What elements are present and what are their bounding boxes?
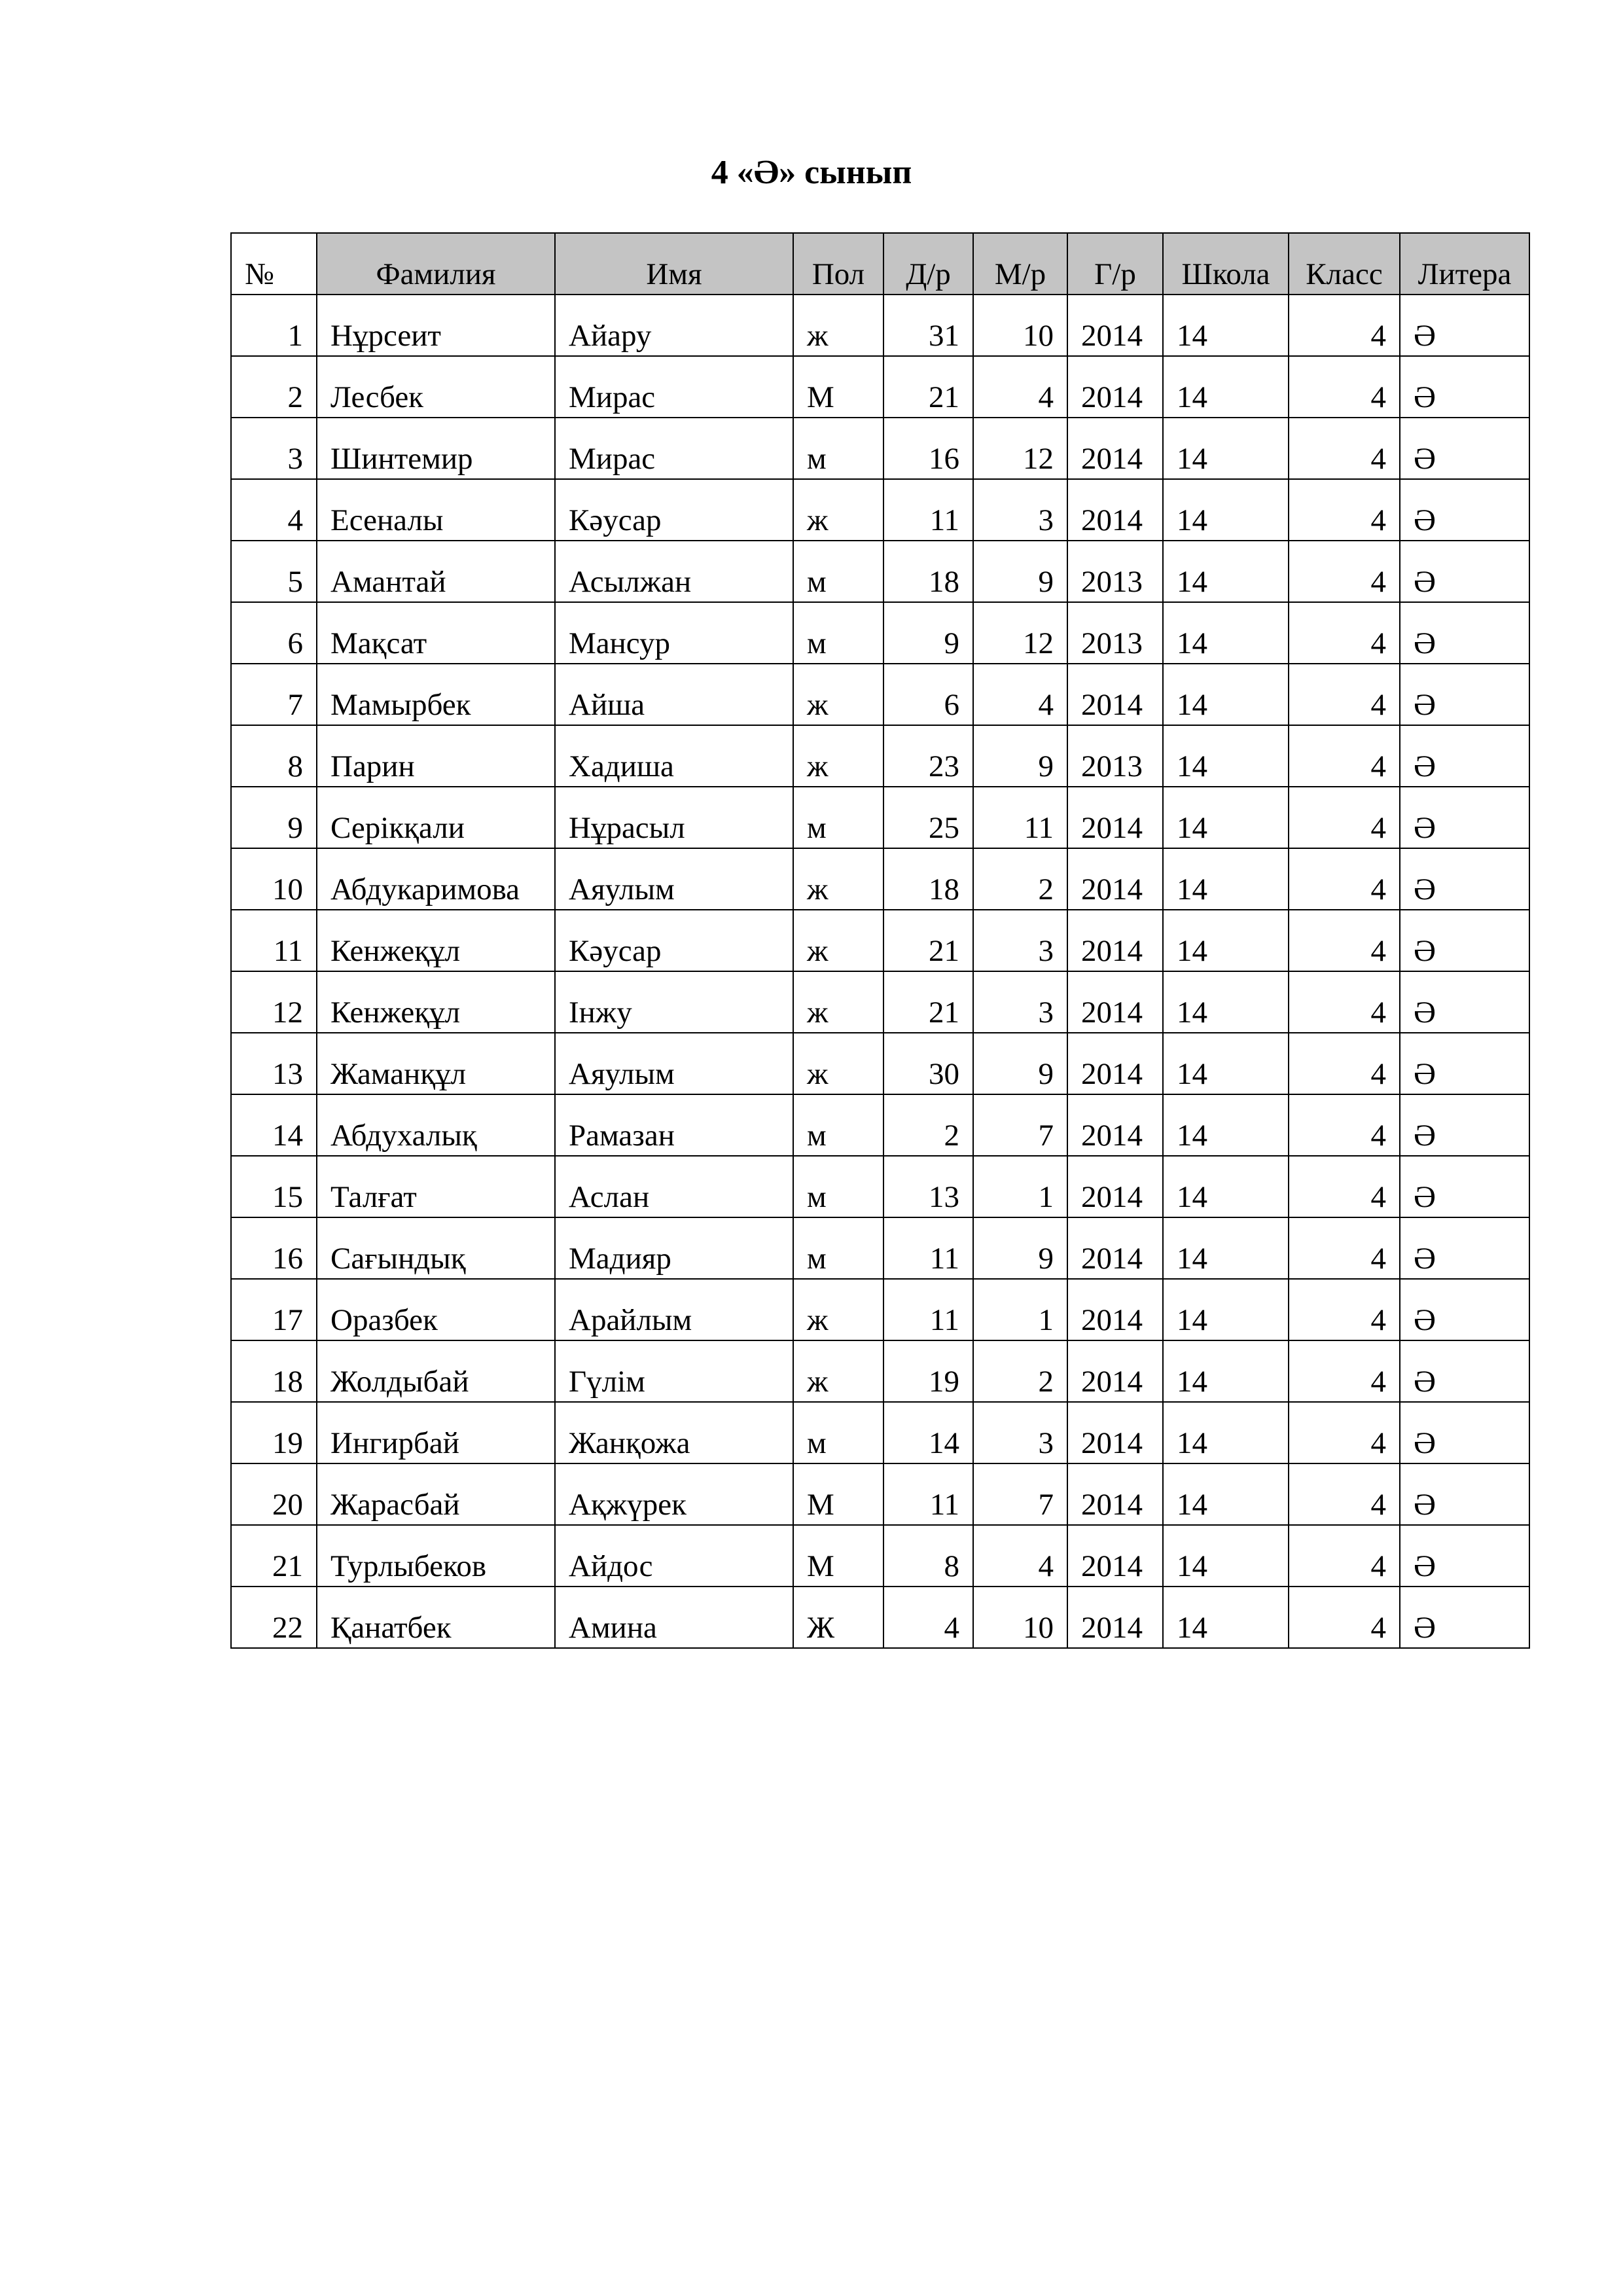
page-title: 4 «Ә» сынып [711, 154, 912, 191]
cell-number: 1 [231, 295, 317, 356]
cell-school: 14 [1163, 602, 1289, 664]
cell-gender: м [793, 1156, 883, 1217]
cell-school: 14 [1163, 1525, 1289, 1587]
cell-school: 14 [1163, 848, 1289, 910]
cell-surname: Кенжеқұл [317, 971, 555, 1033]
cell-class: 4 [1289, 479, 1400, 541]
table-row [231, 787, 1529, 848]
cell-surname: Сағындық [317, 1217, 555, 1279]
cell-class: 4 [1289, 602, 1400, 664]
cell-number: 17 [231, 1279, 317, 1340]
cell-number: 3 [231, 418, 317, 479]
cell-birth-month: 1 [973, 1279, 1067, 1340]
cell-birth-day: 4 [883, 1587, 973, 1648]
cell-surname: Турлыбеков [317, 1525, 555, 1587]
cell-birth-day: 14 [883, 1402, 973, 1463]
cell-school: 14 [1163, 1217, 1289, 1279]
cell-name: Мирас [555, 418, 793, 479]
cell-school: 14 [1163, 1340, 1289, 1402]
table-row [231, 1217, 1529, 1279]
cell-school: 14 [1163, 479, 1289, 541]
cell-birth-month: 3 [973, 479, 1067, 541]
cell-birth-year: 2014 [1067, 356, 1163, 418]
header-birth-year: Г/р [1067, 233, 1163, 295]
cell-birth-month: 9 [973, 541, 1067, 602]
cell-name: Аяулым [555, 848, 793, 910]
cell-birth-day: 11 [883, 1217, 973, 1279]
cell-birth-month: 3 [973, 971, 1067, 1033]
cell-birth-month: 11 [973, 787, 1067, 848]
cell-class: 4 [1289, 1279, 1400, 1340]
cell-number: 13 [231, 1033, 317, 1094]
cell-school: 14 [1163, 541, 1289, 602]
cell-school: 14 [1163, 1402, 1289, 1463]
cell-school: 14 [1163, 1156, 1289, 1217]
cell-birth-year: 2014 [1067, 664, 1163, 725]
cell-letter: Ә [1400, 664, 1529, 725]
cell-surname: Кенжеқұл [317, 910, 555, 971]
cell-birth-day: 6 [883, 664, 973, 725]
cell-letter: Ә [1400, 1463, 1529, 1525]
cell-name: Мирас [555, 356, 793, 418]
cell-school: 14 [1163, 787, 1289, 848]
cell-birth-year: 2014 [1067, 971, 1163, 1033]
cell-number: 16 [231, 1217, 317, 1279]
cell-school: 14 [1163, 418, 1289, 479]
cell-birth-year: 2014 [1067, 787, 1163, 848]
cell-birth-month: 3 [973, 910, 1067, 971]
cell-birth-month: 4 [973, 1525, 1067, 1587]
header-surname: Фамилия [317, 233, 555, 295]
table-body [231, 295, 1529, 1648]
table-row [231, 295, 1529, 356]
cell-number: 2 [231, 356, 317, 418]
cell-number: 18 [231, 1340, 317, 1402]
cell-number: 4 [231, 479, 317, 541]
cell-name: Аслан [555, 1156, 793, 1217]
cell-name: Нұрасыл [555, 787, 793, 848]
cell-gender: ж [793, 1279, 883, 1340]
cell-birth-day: 11 [883, 479, 973, 541]
cell-letter: Ә [1400, 848, 1529, 910]
cell-birth-month: 1 [973, 1156, 1067, 1217]
header-name: Имя [555, 233, 793, 295]
cell-birth-month: 10 [973, 1587, 1067, 1648]
cell-school: 14 [1163, 356, 1289, 418]
cell-name: Кәусар [555, 910, 793, 971]
cell-class: 4 [1289, 356, 1400, 418]
cell-birth-year: 2014 [1067, 1033, 1163, 1094]
cell-surname: Абдукаримова [317, 848, 555, 910]
cell-birth-day: 31 [883, 295, 973, 356]
cell-birth-day: 18 [883, 541, 973, 602]
cell-number: 22 [231, 1587, 317, 1648]
cell-birth-month: 12 [973, 418, 1067, 479]
cell-surname: Шинтемир [317, 418, 555, 479]
cell-class: 4 [1289, 664, 1400, 725]
cell-birth-month: 9 [973, 1217, 1067, 1279]
cell-surname: Серікқали [317, 787, 555, 848]
cell-number: 19 [231, 1402, 317, 1463]
cell-school: 14 [1163, 1587, 1289, 1648]
cell-birth-month: 2 [973, 1340, 1067, 1402]
cell-letter: Ә [1400, 602, 1529, 664]
cell-birth-month: 12 [973, 602, 1067, 664]
cell-school: 14 [1163, 664, 1289, 725]
cell-gender: ж [793, 664, 883, 725]
cell-gender: ж [793, 848, 883, 910]
cell-birth-year: 2014 [1067, 1587, 1163, 1648]
cell-birth-day: 11 [883, 1279, 973, 1340]
cell-birth-year: 2014 [1067, 295, 1163, 356]
cell-surname: Жолдыбай [317, 1340, 555, 1402]
cell-number: 14 [231, 1094, 317, 1156]
cell-class: 4 [1289, 1156, 1400, 1217]
cell-letter: Ә [1400, 1525, 1529, 1587]
cell-name: Аяулым [555, 1033, 793, 1094]
cell-gender: ж [793, 1033, 883, 1094]
cell-surname: Парин [317, 725, 555, 787]
cell-letter: Ә [1400, 479, 1529, 541]
cell-surname: Оразбек [317, 1279, 555, 1340]
table-row [231, 664, 1529, 725]
table-row [231, 1402, 1529, 1463]
header-class: Класс [1289, 233, 1400, 295]
cell-gender: м [793, 1402, 883, 1463]
table-row [231, 602, 1529, 664]
cell-letter: Ә [1400, 1217, 1529, 1279]
header-birth-day: Д/р [883, 233, 973, 295]
cell-birth-year: 2013 [1067, 541, 1163, 602]
cell-gender: Ж [793, 1587, 883, 1648]
cell-school: 14 [1163, 295, 1289, 356]
cell-number: 9 [231, 787, 317, 848]
cell-birth-year: 2014 [1067, 848, 1163, 910]
cell-birth-year: 2013 [1067, 602, 1163, 664]
table-header-row [231, 233, 1529, 295]
cell-gender: ж [793, 1340, 883, 1402]
table-row [231, 1156, 1529, 1217]
cell-number: 10 [231, 848, 317, 910]
table-row [231, 1340, 1529, 1402]
cell-class: 4 [1289, 1525, 1400, 1587]
cell-gender: ж [793, 479, 883, 541]
cell-birth-day: 16 [883, 418, 973, 479]
cell-birth-year: 2013 [1067, 725, 1163, 787]
cell-birth-year: 2014 [1067, 1340, 1163, 1402]
cell-school: 14 [1163, 1463, 1289, 1525]
cell-class: 4 [1289, 1402, 1400, 1463]
cell-birth-day: 9 [883, 602, 973, 664]
cell-surname: Қанатбек [317, 1587, 555, 1648]
table-row [231, 1525, 1529, 1587]
cell-letter: Ә [1400, 1094, 1529, 1156]
cell-birth-month: 2 [973, 848, 1067, 910]
cell-name: Мадияр [555, 1217, 793, 1279]
cell-birth-day: 2 [883, 1094, 973, 1156]
cell-birth-day: 18 [883, 848, 973, 910]
cell-school: 14 [1163, 1033, 1289, 1094]
cell-class: 4 [1289, 418, 1400, 479]
cell-birth-day: 21 [883, 910, 973, 971]
cell-gender: м [793, 418, 883, 479]
table-row [231, 1279, 1529, 1340]
cell-birth-day: 21 [883, 971, 973, 1033]
cell-class: 4 [1289, 1217, 1400, 1279]
cell-class: 4 [1289, 910, 1400, 971]
cell-name: Ақжүрек [555, 1463, 793, 1525]
cell-birth-month: 4 [973, 356, 1067, 418]
cell-letter: Ә [1400, 418, 1529, 479]
cell-surname: Ингирбай [317, 1402, 555, 1463]
cell-letter: Ә [1400, 910, 1529, 971]
cell-gender: ж [793, 971, 883, 1033]
cell-letter: Ә [1400, 541, 1529, 602]
cell-letter: Ә [1400, 1156, 1529, 1217]
cell-number: 12 [231, 971, 317, 1033]
cell-name: Рамазан [555, 1094, 793, 1156]
cell-class: 4 [1289, 725, 1400, 787]
header-birth-month: М/р [973, 233, 1067, 295]
cell-class: 4 [1289, 848, 1400, 910]
cell-number: 21 [231, 1525, 317, 1587]
cell-number: 7 [231, 664, 317, 725]
cell-name: Інжу [555, 971, 793, 1033]
cell-birth-year: 2014 [1067, 1463, 1163, 1525]
header-number: № [231, 233, 317, 295]
cell-birth-day: 8 [883, 1525, 973, 1587]
cell-surname: Мамырбек [317, 664, 555, 725]
cell-gender: м [793, 1094, 883, 1156]
cell-birth-month: 7 [973, 1094, 1067, 1156]
cell-school: 14 [1163, 910, 1289, 971]
cell-class: 4 [1289, 541, 1400, 602]
cell-gender: ж [793, 725, 883, 787]
cell-class: 4 [1289, 1463, 1400, 1525]
cell-birth-day: 25 [883, 787, 973, 848]
cell-number: 20 [231, 1463, 317, 1525]
cell-gender: м [793, 787, 883, 848]
cell-letter: Ә [1400, 971, 1529, 1033]
cell-birth-month: 4 [973, 664, 1067, 725]
table-row [231, 479, 1529, 541]
cell-name: Айару [555, 295, 793, 356]
cell-surname: Жарасбай [317, 1463, 555, 1525]
cell-birth-year: 2014 [1067, 1402, 1163, 1463]
header-school: Школа [1163, 233, 1289, 295]
cell-name: Арайлым [555, 1279, 793, 1340]
cell-number: 5 [231, 541, 317, 602]
cell-letter: Ә [1400, 1340, 1529, 1402]
cell-letter: Ә [1400, 295, 1529, 356]
cell-birth-year: 2014 [1067, 910, 1163, 971]
cell-gender: м [793, 602, 883, 664]
table-row [231, 1463, 1529, 1525]
cell-letter: Ә [1400, 356, 1529, 418]
cell-surname: Есеналы [317, 479, 555, 541]
header-letter: Литера [1400, 233, 1529, 295]
cell-birth-year: 2014 [1067, 479, 1163, 541]
cell-birth-month: 7 [973, 1463, 1067, 1525]
cell-surname: Жаманқұл [317, 1033, 555, 1094]
cell-birth-year: 2014 [1067, 1156, 1163, 1217]
cell-gender: ж [793, 295, 883, 356]
cell-gender: м [793, 541, 883, 602]
cell-gender: ж [793, 910, 883, 971]
cell-letter: Ә [1400, 1587, 1529, 1648]
cell-surname: Мақсат [317, 602, 555, 664]
cell-class: 4 [1289, 1587, 1400, 1648]
table-row [231, 356, 1529, 418]
cell-birth-month: 9 [973, 1033, 1067, 1094]
table-row [231, 848, 1529, 910]
cell-surname: Лесбек [317, 356, 555, 418]
cell-class: 4 [1289, 971, 1400, 1033]
cell-gender: М [793, 356, 883, 418]
cell-number: 11 [231, 910, 317, 971]
cell-name: Жанқожа [555, 1402, 793, 1463]
cell-birth-day: 19 [883, 1340, 973, 1402]
cell-class: 4 [1289, 1340, 1400, 1402]
cell-letter: Ә [1400, 1279, 1529, 1340]
table-row [231, 418, 1529, 479]
header-gender: Пол [793, 233, 883, 295]
table-row [231, 1094, 1529, 1156]
cell-birth-day: 21 [883, 356, 973, 418]
cell-number: 8 [231, 725, 317, 787]
cell-birth-year: 2014 [1067, 1094, 1163, 1156]
cell-name: Хадиша [555, 725, 793, 787]
cell-name: Айдос [555, 1525, 793, 1587]
cell-gender: М [793, 1463, 883, 1525]
cell-birth-year: 2014 [1067, 1217, 1163, 1279]
table-row [231, 1033, 1529, 1094]
table-row [231, 971, 1529, 1033]
cell-gender: м [793, 1217, 883, 1279]
table-row [231, 910, 1529, 971]
cell-name: Мансур [555, 602, 793, 664]
cell-birth-day: 23 [883, 725, 973, 787]
cell-surname: Нұрсеит [317, 295, 555, 356]
cell-birth-year: 2014 [1067, 418, 1163, 479]
cell-number: 15 [231, 1156, 317, 1217]
cell-birth-year: 2014 [1067, 1525, 1163, 1587]
cell-class: 4 [1289, 1094, 1400, 1156]
cell-name: Айша [555, 664, 793, 725]
cell-class: 4 [1289, 295, 1400, 356]
cell-name: Амина [555, 1587, 793, 1648]
cell-letter: Ә [1400, 1033, 1529, 1094]
cell-letter: Ә [1400, 787, 1529, 848]
table-row [231, 1587, 1529, 1648]
cell-birth-day: 30 [883, 1033, 973, 1094]
table-row [231, 725, 1529, 787]
cell-surname: Талғат [317, 1156, 555, 1217]
table-row [231, 541, 1529, 602]
cell-birth-day: 11 [883, 1463, 973, 1525]
cell-class: 4 [1289, 1033, 1400, 1094]
cell-class: 4 [1289, 787, 1400, 848]
cell-letter: Ә [1400, 1402, 1529, 1463]
cell-surname: Абдухалық [317, 1094, 555, 1156]
cell-name: Гүлім [555, 1340, 793, 1402]
cell-birth-day: 13 [883, 1156, 973, 1217]
cell-birth-month: 10 [973, 295, 1067, 356]
cell-birth-month: 3 [973, 1402, 1067, 1463]
cell-name: Кәусар [555, 479, 793, 541]
cell-birth-year: 2014 [1067, 1279, 1163, 1340]
students-table [230, 232, 1530, 1649]
cell-letter: Ә [1400, 725, 1529, 787]
cell-birth-month: 9 [973, 725, 1067, 787]
cell-school: 14 [1163, 725, 1289, 787]
cell-name: Асылжан [555, 541, 793, 602]
cell-school: 14 [1163, 1094, 1289, 1156]
cell-school: 14 [1163, 971, 1289, 1033]
cell-surname: Амантай [317, 541, 555, 602]
cell-school: 14 [1163, 1279, 1289, 1340]
cell-gender: М [793, 1525, 883, 1587]
cell-number: 6 [231, 602, 317, 664]
